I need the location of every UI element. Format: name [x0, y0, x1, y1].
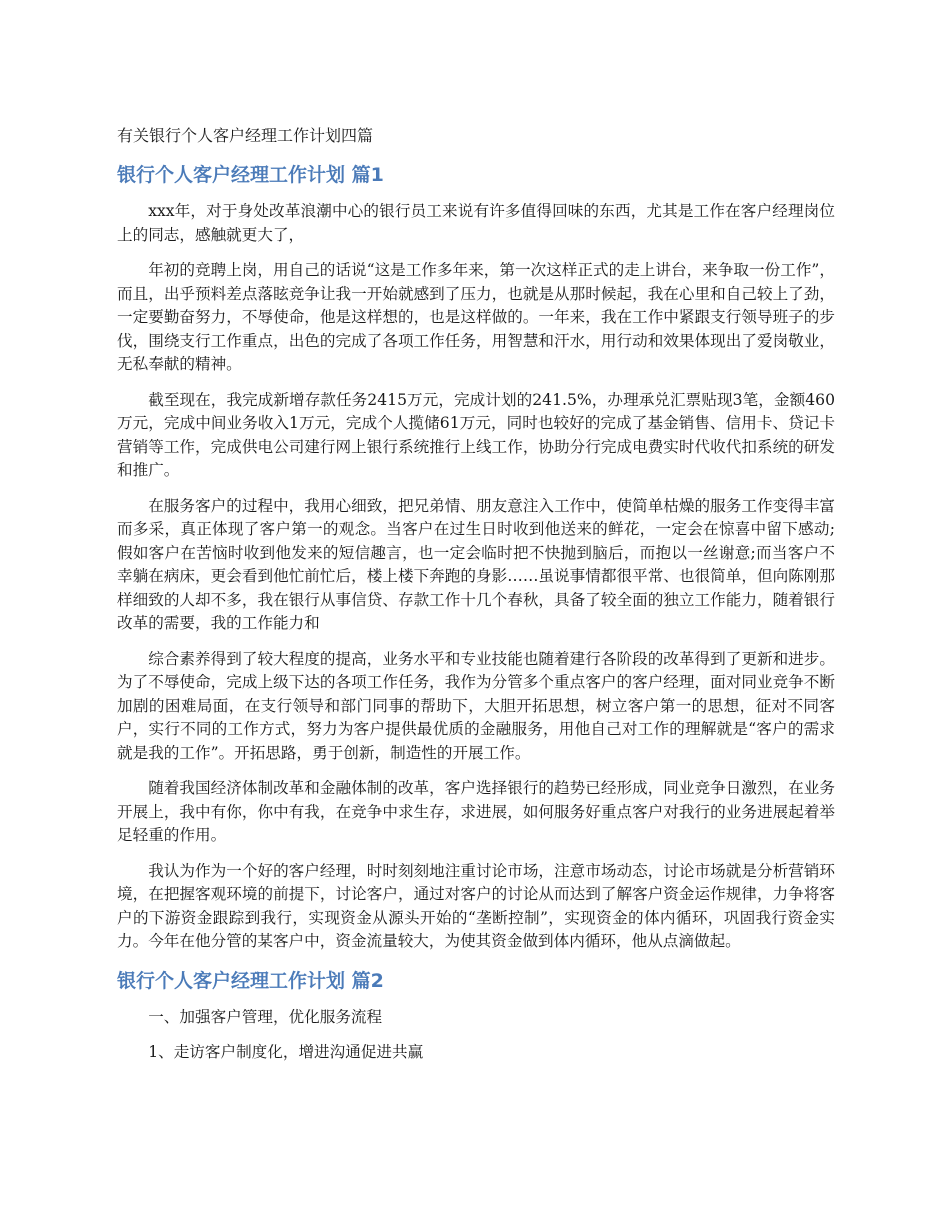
- paragraph: xxx年，对于身处改革浪潮中心的银行员工来说有许多值得回味的东西，尤其是工作在客户经理岗位上的同志，感触就更大了，: [117, 202, 835, 244]
- paragraph: 截至现在，我完成新增存款任务2415万元，完成计划的241.5%，办理承兑汇票贴现3笔，金额460万元，完成中间业务收入1万元，完成个人揽储61万元，同时也较好的完成了基金销售、信用卡、贷记卡营销等工作，完成供电公司建行网上银行系统推行上线工作，协助分行完成电费实时代收代扣系统的研发和推广。: [117, 390, 835, 479]
- paragraph: 1、走访客户制度化，增进沟通促进共赢: [148, 1043, 424, 1061]
- paragraph: 在服务客户的过程中，我用心细致，把兄弟情、朋友意注入工作中，使简单枯燥的服务工作变得丰富而多采，真正体现了客户第一的观念。当客户在过生日时收到他送来的鲜花，一定会在惊喜中留下感动;假如客户在苦恼时收到他发来的短信趣言，也一定会临时把不快抛到脑后，而抱以一丝谢意;而当客户不幸躺在病床，更会看到他忙前忙后，楼上楼下奔跑的身影……虽说事情都很平常、也很简单，但向陈刚那样细致的人却不多，我在银行从事信贷、存款工作十几个春秋，具备了较全面的独立工作能力，随着银行改革的需要，我的工作能力和: [117, 496, 835, 632]
- document-title: 有关银行个人客户经理工作计划四篇: [117, 126, 374, 145]
- paragraph: 年初的竞聘上岗，用自己的话说“这是工作多年来，第一次这样正式的走上讲台，来争取一份工作”，而且，出乎预料差点落眩竞争让我一开始就感到了压力，也就是从那时候起，我在心里和自己较上了劲，一定要勤奋努力，不辱使命，他是这样想的，也是这样做的。一年来，我在工作中紧跟支行领导班子的步伐，围绕支行工作重点，出色的完成了各项工作任务，用智慧和汗水，用行动和效果体现出了爱岗敬业，无私奉献的精神。: [117, 261, 835, 373]
- document-page: [117, 124, 835, 1077]
- paragraph: 综合素养得到了较大程度的提高，业务水平和专业技能也随着建行各阶段的改革得到了更新和进步。为了不辱使命，完成上级下达的各项工作任务，我作为分管多个重点客户的客户经理，面对同业竞争不断加剧的困难局面，在支行领导和部门同事的帮助下，大胆开拓思想，树立客户第一的思想，征对不同客户，实行不同的工作方式，努力为客户提供最优质的金融服务，用他自己对工作的理解就是“客户的需求就是我的工作”。开拓思路，勇于创新，制造性的开展工作。: [117, 649, 835, 762]
- paragraph: 随着我国经济体制改革和金融体制的改革，客户选择银行的趋势已经形成，同业竞争日激烈，在业务开展上，我中有你，你中有我，在竞争中求生存，求进展，如何服务好重点客户对我行的业务进展起着举足轻重的作用。: [117, 779, 835, 844]
- section-heading: 银行个人客户经理工作计划 篇2: [117, 969, 384, 992]
- paragraph: 我认为作为一个好的客户经理，时时刻刻地注重讨论市场，注意市场动态，讨论市场就是分析营销环境，在把握客观环境的前提下，讨论客户，通过对客户的讨论从而达到了解客户资金运作规律，力争将客户的下游资金跟踪到我行，实现资金从源头开始的“垄断控制”，实现资金的体内循环，巩固我行资金实力。今年在他分管的某客户中，资金流量较大，为使其资金做到体内循环，他从点滴做起。: [117, 861, 835, 950]
- paragraph: 一、加强客户管理，优化服务流程: [148, 1007, 383, 1026]
- section-1: [117, 162, 835, 954]
- section-2: [117, 968, 835, 1065]
- section-heading: 银行个人客户经理工作计划 篇1: [117, 164, 384, 186]
